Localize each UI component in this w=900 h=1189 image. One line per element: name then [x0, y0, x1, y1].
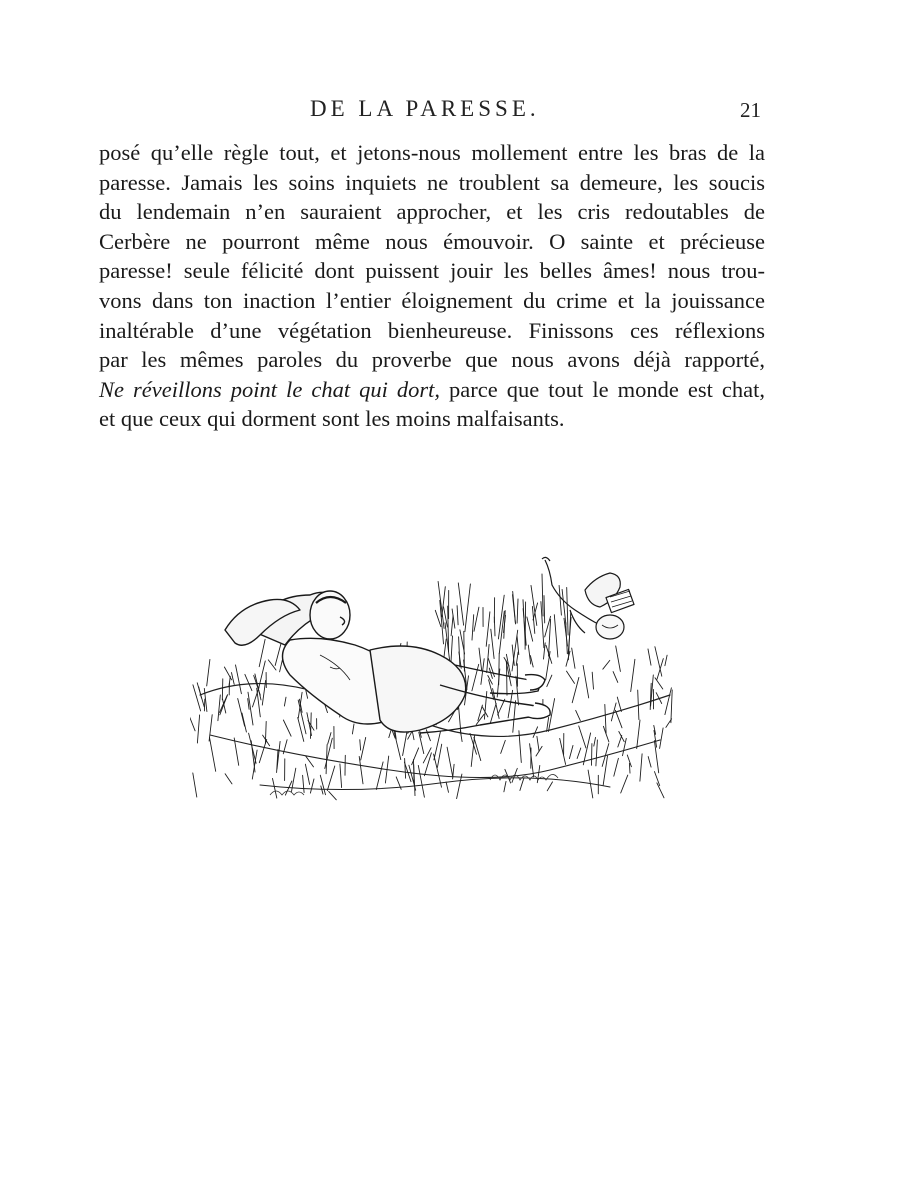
text-line: vons dans ton inaction l’entier éloignement du crime et la jouissance	[99, 287, 765, 313]
text-line: inaltérable d’une végétation bienheureuse. Finissons ces réflexions	[99, 317, 765, 343]
engraving-illustration	[190, 555, 680, 810]
text-line: paresse. Jamais les soins inquiets ne troublent sa demeure, les soucis	[99, 169, 765, 195]
engraving-drawing	[190, 555, 680, 810]
text-line: par les mêmes paroles du proverbe que nous avons déjà rapporté,	[99, 347, 765, 373]
text-line: et que ceux qui dorment sont les moins malfaisants.	[99, 406, 565, 432]
satyr-figure	[542, 557, 634, 639]
text-line-quote	[99, 375, 765, 405]
running-head	[0, 96, 900, 126]
running-title: DE LA PARESSE.	[310, 96, 540, 121]
page-number: 21	[740, 98, 761, 122]
text-line: posé qu’elle règle tout, et jetons-nous mollement entre les bras de la	[99, 140, 765, 165]
body-text	[99, 138, 765, 434]
quote-continuation: parce que tout le monde est chat,	[440, 376, 765, 402]
text-line: Cerbère ne pourront même nous émouvoir. O sainte et précieuse	[99, 228, 765, 254]
proverb-italic: Ne réveillons point le chat qui dort,	[99, 376, 441, 402]
reclining-figure	[225, 591, 550, 733]
text-line: paresse! seule félicité dont puissent jouir les belles âmes! nous trou-	[99, 258, 765, 284]
text-line: du lendemain n’en sauraient approcher, et les cris redoutables de	[99, 199, 765, 225]
